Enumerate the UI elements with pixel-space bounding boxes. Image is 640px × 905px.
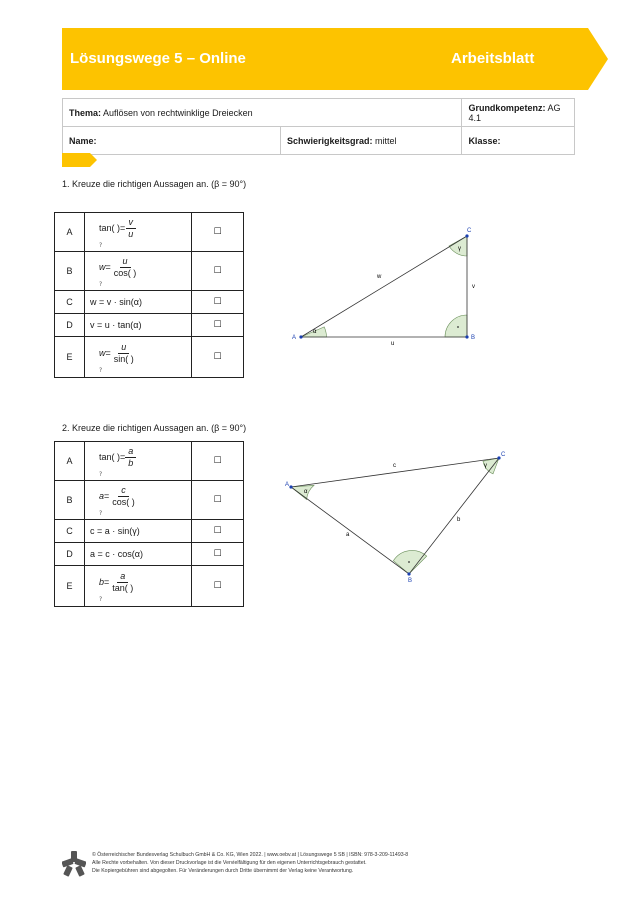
- option-letter: B: [55, 481, 85, 520]
- footer-line: Alle Rechte vorbehalten. Von dieser Druckvorlage ist die Vervielfältigung für den eigenen Unterrichtsgebrauch gestattet.: [92, 860, 367, 866]
- table-row: [55, 252, 244, 291]
- option-statement: [85, 337, 192, 378]
- footer-copyright: [92, 851, 408, 875]
- table-row: [55, 213, 244, 252]
- option-letter: A: [55, 442, 85, 481]
- vertex-b-label: B: [408, 578, 413, 584]
- triangle-outline: [301, 236, 467, 337]
- missing-glyph-icon: ?: [99, 241, 103, 249]
- function-text: tan( ): [99, 222, 121, 233]
- option-statement: a = c · cos(α): [85, 543, 192, 566]
- fraction: [109, 571, 136, 594]
- denominator: tan( ): [112, 582, 134, 593]
- class-label: Klasse:: [468, 135, 501, 146]
- vertex-a-label: A: [292, 335, 297, 341]
- checkbox[interactable]: ☐: [192, 566, 244, 607]
- name-label: Name:: [69, 135, 97, 146]
- checkbox[interactable]: ☐: [192, 337, 244, 378]
- option-letter: A: [55, 213, 85, 252]
- equals-sign: =: [105, 261, 111, 272]
- fraction: [125, 217, 136, 240]
- footer-line: Die Kopiergebühren sind abgegolten. Für Veränderungen durch Dritte übernimmt der Verlag keine Verantwortung.: [92, 868, 354, 874]
- difficulty-cell: [281, 127, 462, 155]
- fraction: [109, 485, 138, 508]
- angle-alpha-arc: [291, 485, 314, 499]
- vertex-b-label: B: [471, 335, 476, 341]
- table-row: [55, 314, 244, 337]
- topic-cell: [63, 99, 462, 127]
- option-letter: B: [55, 252, 85, 291]
- triangle-outline: [291, 458, 499, 574]
- topic-value: Auflösen von rechtwinklige Dreiecken: [103, 107, 253, 118]
- side-v-label: v: [472, 284, 475, 290]
- checkbox[interactable]: ☐: [192, 291, 244, 314]
- option-statement: [85, 252, 192, 291]
- fraction: [125, 446, 136, 469]
- name-cell[interactable]: [63, 127, 281, 155]
- denominator: cos( ): [112, 496, 135, 507]
- vertex-a-label: A: [285, 482, 290, 488]
- publisher-logo-icon: [62, 851, 86, 877]
- option-letter: D: [55, 314, 85, 337]
- right-angle-dot: [457, 326, 459, 328]
- checkbox[interactable]: ☐: [192, 543, 244, 566]
- numerator: c: [118, 485, 129, 497]
- missing-glyph-icon: ?: [99, 470, 103, 478]
- variable-text: w: [99, 261, 106, 272]
- side-a-label: a: [346, 532, 350, 538]
- option-statement: c = a · sin(γ): [85, 520, 192, 543]
- checkbox[interactable]: ☐: [192, 252, 244, 291]
- missing-glyph-icon: ?: [99, 280, 103, 288]
- question-2-table: [54, 441, 244, 607]
- worksheet-type-label: Arbeitsblatt: [451, 50, 535, 67]
- side-c-label: c: [393, 463, 396, 469]
- triangle-diagram-1: [285, 225, 485, 350]
- fraction: [111, 342, 137, 365]
- missing-glyph-icon: ?: [99, 509, 103, 517]
- equals-sign: =: [104, 576, 110, 587]
- fraction: [111, 256, 140, 279]
- section-tab-marker: [62, 153, 98, 167]
- table-row: [55, 442, 244, 481]
- class-cell[interactable]: [462, 127, 575, 155]
- question-1-table: [54, 212, 244, 378]
- angle-alpha-label: α: [304, 489, 308, 495]
- option-letter: E: [55, 337, 85, 378]
- option-statement: [85, 213, 192, 252]
- table-row: [55, 543, 244, 566]
- vertex-c-dot: [465, 234, 468, 237]
- angle-gamma-label: γ: [484, 463, 487, 469]
- denominator: b: [128, 457, 134, 468]
- checkbox[interactable]: ☐: [192, 213, 244, 252]
- worksheet-series-title: Lösungswege 5 – Online: [70, 50, 246, 67]
- option-letter: D: [55, 543, 85, 566]
- side-b-label: b: [457, 517, 461, 523]
- table-row: [55, 291, 244, 314]
- denominator: cos( ): [113, 267, 137, 278]
- missing-glyph-icon: ?: [99, 366, 103, 374]
- triangle-diagram-2: [280, 448, 510, 588]
- topic-label: Thema:: [69, 107, 102, 118]
- numerator: a: [117, 571, 128, 583]
- option-letter: C: [55, 291, 85, 314]
- checkbox[interactable]: ☐: [192, 314, 244, 337]
- option-statement: [85, 481, 192, 520]
- competence-cell: [462, 99, 575, 127]
- checkbox[interactable]: ☐: [192, 520, 244, 543]
- function-text: tan( ): [99, 451, 121, 462]
- equals-sign: =: [105, 347, 111, 358]
- difficulty-label: Schwierigkeitsgrad:: [287, 135, 373, 146]
- numerator: u: [118, 342, 129, 354]
- denominator: u: [128, 228, 134, 239]
- checkbox[interactable]: ☐: [192, 481, 244, 520]
- option-statement: [85, 566, 192, 607]
- difficulty-value: mittel: [375, 135, 397, 146]
- vertex-b-dot: [465, 335, 468, 338]
- table-row: [55, 337, 244, 378]
- side-u-label: u: [391, 341, 395, 347]
- option-statement: [85, 442, 192, 481]
- right-angle-arc: [445, 315, 467, 337]
- question-1-text: 1. Kreuze die richtigen Aussagen an. (β = 90°): [62, 179, 247, 189]
- question-2-text: 2. Kreuze die richtigen Aussagen an. (β = 90°): [62, 423, 247, 433]
- right-angle-dot: [408, 561, 410, 563]
- vertex-a-dot: [289, 485, 292, 488]
- variable-text: b: [99, 576, 105, 587]
- competence-label: Grundkompetenz:: [468, 102, 546, 113]
- footer-line: © Österreichischer Bundesverlag Schulbuch GmbH & Co. KG, Wien 2022. | www.oebv.at | Lösungswege 5 SB | ISBN: 978-3-209-11493-8: [92, 852, 409, 858]
- vertex-a-dot: [299, 335, 302, 338]
- angle-alpha-label: α: [313, 329, 317, 335]
- vertex-c-label: C: [501, 452, 506, 458]
- variable-text: w: [99, 347, 106, 358]
- vertex-b-dot: [407, 572, 410, 575]
- equals-sign: =: [104, 490, 110, 501]
- equals-sign: =: [120, 222, 126, 233]
- missing-glyph-icon: ?: [99, 595, 103, 603]
- numerator: v: [126, 217, 137, 229]
- numerator: a: [125, 446, 136, 458]
- option-letter: C: [55, 520, 85, 543]
- table-row: [55, 566, 244, 607]
- competence-value: AG 4.1: [468, 102, 561, 123]
- vertex-c-label: C: [467, 228, 472, 234]
- angle-gamma-label: γ: [458, 246, 461, 252]
- table-row: [55, 481, 244, 520]
- table-row: [55, 520, 244, 543]
- side-w-label: w: [377, 274, 382, 280]
- right-angle-arc: [393, 550, 426, 574]
- checkbox[interactable]: ☐: [192, 442, 244, 481]
- option-statement: w = v · sin(α): [85, 291, 192, 314]
- variable-text: a: [99, 490, 105, 501]
- denominator: sin( ): [113, 353, 134, 364]
- equals-sign: =: [120, 451, 126, 462]
- numerator: u: [120, 256, 131, 268]
- option-letter: E: [55, 566, 85, 607]
- option-statement: v = u · tan(α): [85, 314, 192, 337]
- worksheet-info-table: [62, 98, 575, 155]
